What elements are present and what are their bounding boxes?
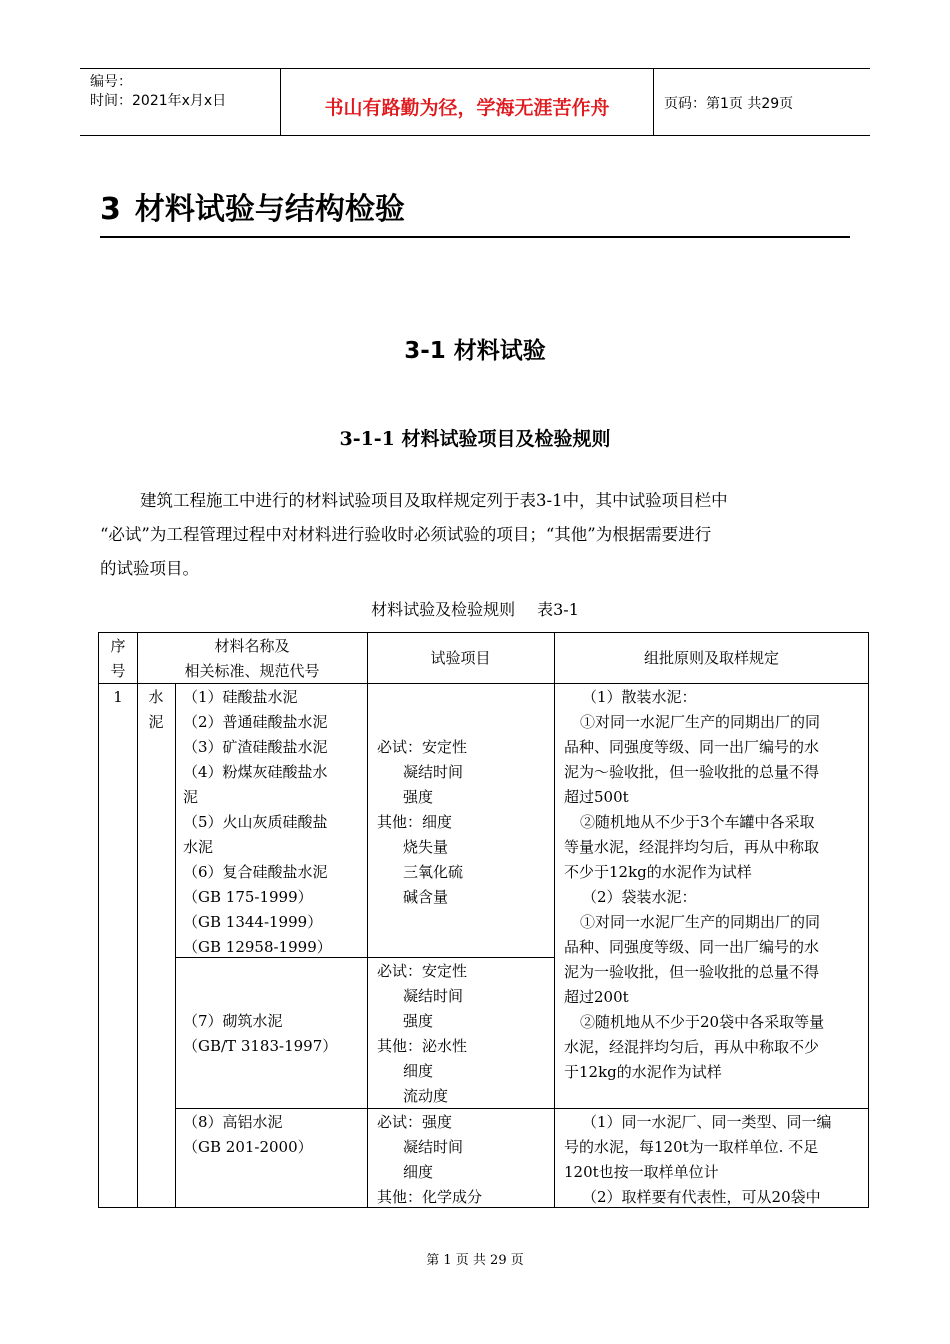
material-line: （2）普通硅酸盐水泥: [183, 713, 328, 731]
item-line: 必试：安定性: [377, 738, 468, 756]
rule-line: 品种、同强度等级、同一出厂编号的水: [564, 738, 820, 756]
item-line: 细度: [403, 1062, 434, 1080]
document-header: [80, 68, 870, 136]
header-seq: 序 号: [110, 637, 126, 680]
paragraph-line: 的试验项目。: [100, 559, 199, 578]
materials-table: [98, 632, 869, 1208]
material-line: （GB 175-1999）: [183, 888, 313, 906]
header-motto: 书山有路勤为径，学海无涯苦作舟: [281, 69, 654, 135]
item-line: 凝结时间: [403, 763, 464, 781]
paragraph-line: “必试”为工程管理过程中对材料进行验收时必须试验的项目；“其他”为根据需要进行: [100, 525, 712, 544]
material-line: （1）硅酸盐水泥: [183, 688, 298, 706]
items-group-1: [377, 735, 547, 910]
table-caption-number: 表3-1: [537, 600, 579, 619]
rules-high-alumina: [564, 1110, 864, 1210]
paragraph-line: 建筑工程施工中进行的材料试验项目及取样规定列于表3-1中，其中试验项目栏中: [140, 491, 728, 510]
item-line: 碱含量: [403, 888, 449, 906]
item-line: 烧失量: [403, 838, 449, 856]
item-line: 必试：安定性: [377, 962, 468, 980]
header-meta: [80, 69, 281, 135]
rule-line: （1）散装水泥：: [582, 688, 697, 706]
material-line: （6）复合硅酸盐水泥: [183, 863, 328, 881]
rule-line: 超过200t: [564, 988, 629, 1006]
items-group-2: [377, 959, 547, 1109]
item-line: 三氧化硫: [403, 863, 464, 881]
header-page-info: 页码：第1页 共29页: [664, 96, 794, 112]
material-line: 泥: [183, 788, 199, 806]
table-caption: [0, 597, 950, 620]
material-line: （7）砌筑水泥: [183, 1012, 283, 1030]
item-line: 其他：化学成分: [377, 1188, 483, 1206]
table-caption-title: 材料试验及检验规则: [371, 600, 516, 619]
item-line: 流动度: [403, 1087, 449, 1105]
rule-line: ②随机地从不少于20袋中各采取等量: [580, 1013, 825, 1031]
subsection-title: 3-1-1 材料试验项目及检验规则: [339, 428, 611, 450]
materials-group-1: [183, 685, 363, 960]
material-line: （GB 12958-1999）: [183, 938, 332, 956]
page-footer: 第 1 页 共 29 页: [426, 1253, 524, 1268]
item-line: 其他：泌水性: [377, 1037, 468, 1055]
row-seq: 1: [113, 688, 123, 706]
item-line: 其他：细度: [377, 813, 453, 831]
material-line: （GB 201-2000）: [183, 1138, 313, 1156]
header-material: 材料名称及 相关标准、规范代号: [184, 637, 320, 680]
item-line: 强度: [403, 788, 434, 806]
item-line: 凝结时间: [403, 987, 464, 1005]
section-title: 3-1 材料试验: [404, 338, 546, 364]
rule-line: 超过500t: [564, 788, 629, 806]
chapter-name: 材料试验与结构检验: [134, 192, 405, 227]
rule-line: 水泥，经混拌均匀后，再从中称取不少: [564, 1038, 820, 1056]
material-line: 水泥: [183, 838, 214, 856]
rule-line: 等量水泥，经混拌均匀后，再从中称取: [564, 838, 820, 856]
rule-line: 不少于12kg的水泥作为试样: [564, 863, 752, 881]
rule-line: ①对同一水泥厂生产的同期出厂的同: [580, 913, 821, 931]
items-group-3: [377, 1110, 547, 1210]
materials-group-3: [183, 1110, 363, 1160]
time-label: 时间：2021年x月x日: [90, 93, 227, 109]
material-line: （8）高铝水泥: [183, 1113, 283, 1131]
item-line: 细度: [403, 1163, 434, 1181]
material-line: （3）矿渣硅酸盐水泥: [183, 738, 328, 756]
rule-line: 泥为～验收批，但一验收批的总量不得: [564, 763, 820, 781]
item-line: 必试：强度: [377, 1113, 453, 1131]
rule-line: （1）同一水泥厂、同一类型、同一编: [582, 1113, 832, 1131]
header-rules: 组批原则及取样规定: [643, 649, 779, 667]
rule-line: ②随机地从不少于3个车罐中各采取: [580, 813, 815, 831]
table-rule: [175, 683, 176, 1208]
rule-line: 品种、同强度等级、同一出厂编号的水: [564, 938, 820, 956]
chapter-title: [100, 188, 850, 238]
header-items: 试验项目: [430, 649, 491, 667]
item-line: 强度: [403, 1012, 434, 1030]
chapter-number: 3: [100, 192, 121, 227]
material-line: （GB/T 3183-1997）: [183, 1037, 338, 1055]
item-line: 凝结时间: [403, 1138, 464, 1156]
intro-paragraph: [100, 484, 852, 586]
rule-line: 泥为一验收批，但一验收批的总量不得: [564, 963, 820, 981]
material-line: （GB 1344-1999）: [183, 913, 323, 931]
code-label: 编号：: [90, 74, 132, 90]
rule-line: （2）袋装水泥：: [582, 888, 697, 906]
material-line: （5）火山灰质硅酸盐: [183, 813, 328, 831]
rule-line: 于12kg的水泥作为试样: [564, 1063, 722, 1081]
materials-group-2: [183, 1009, 363, 1059]
rules-cement-bulk-bag: [564, 685, 864, 1085]
table-rule: [554, 633, 555, 1208]
rule-line: ①对同一水泥厂生产的同期出厂的同: [580, 713, 821, 731]
row-category: 水 泥: [148, 688, 164, 731]
rule-line: 120t也按一取样单位计: [564, 1163, 719, 1181]
material-line: （4）粉煤灰硅酸盐水: [183, 763, 328, 781]
table-rule: [367, 633, 368, 1208]
rule-line: （2）取样要有代表性，可从20袋中: [582, 1188, 821, 1206]
rule-line: 号的水泥，每120t为一取样单位. 不足: [564, 1138, 819, 1156]
